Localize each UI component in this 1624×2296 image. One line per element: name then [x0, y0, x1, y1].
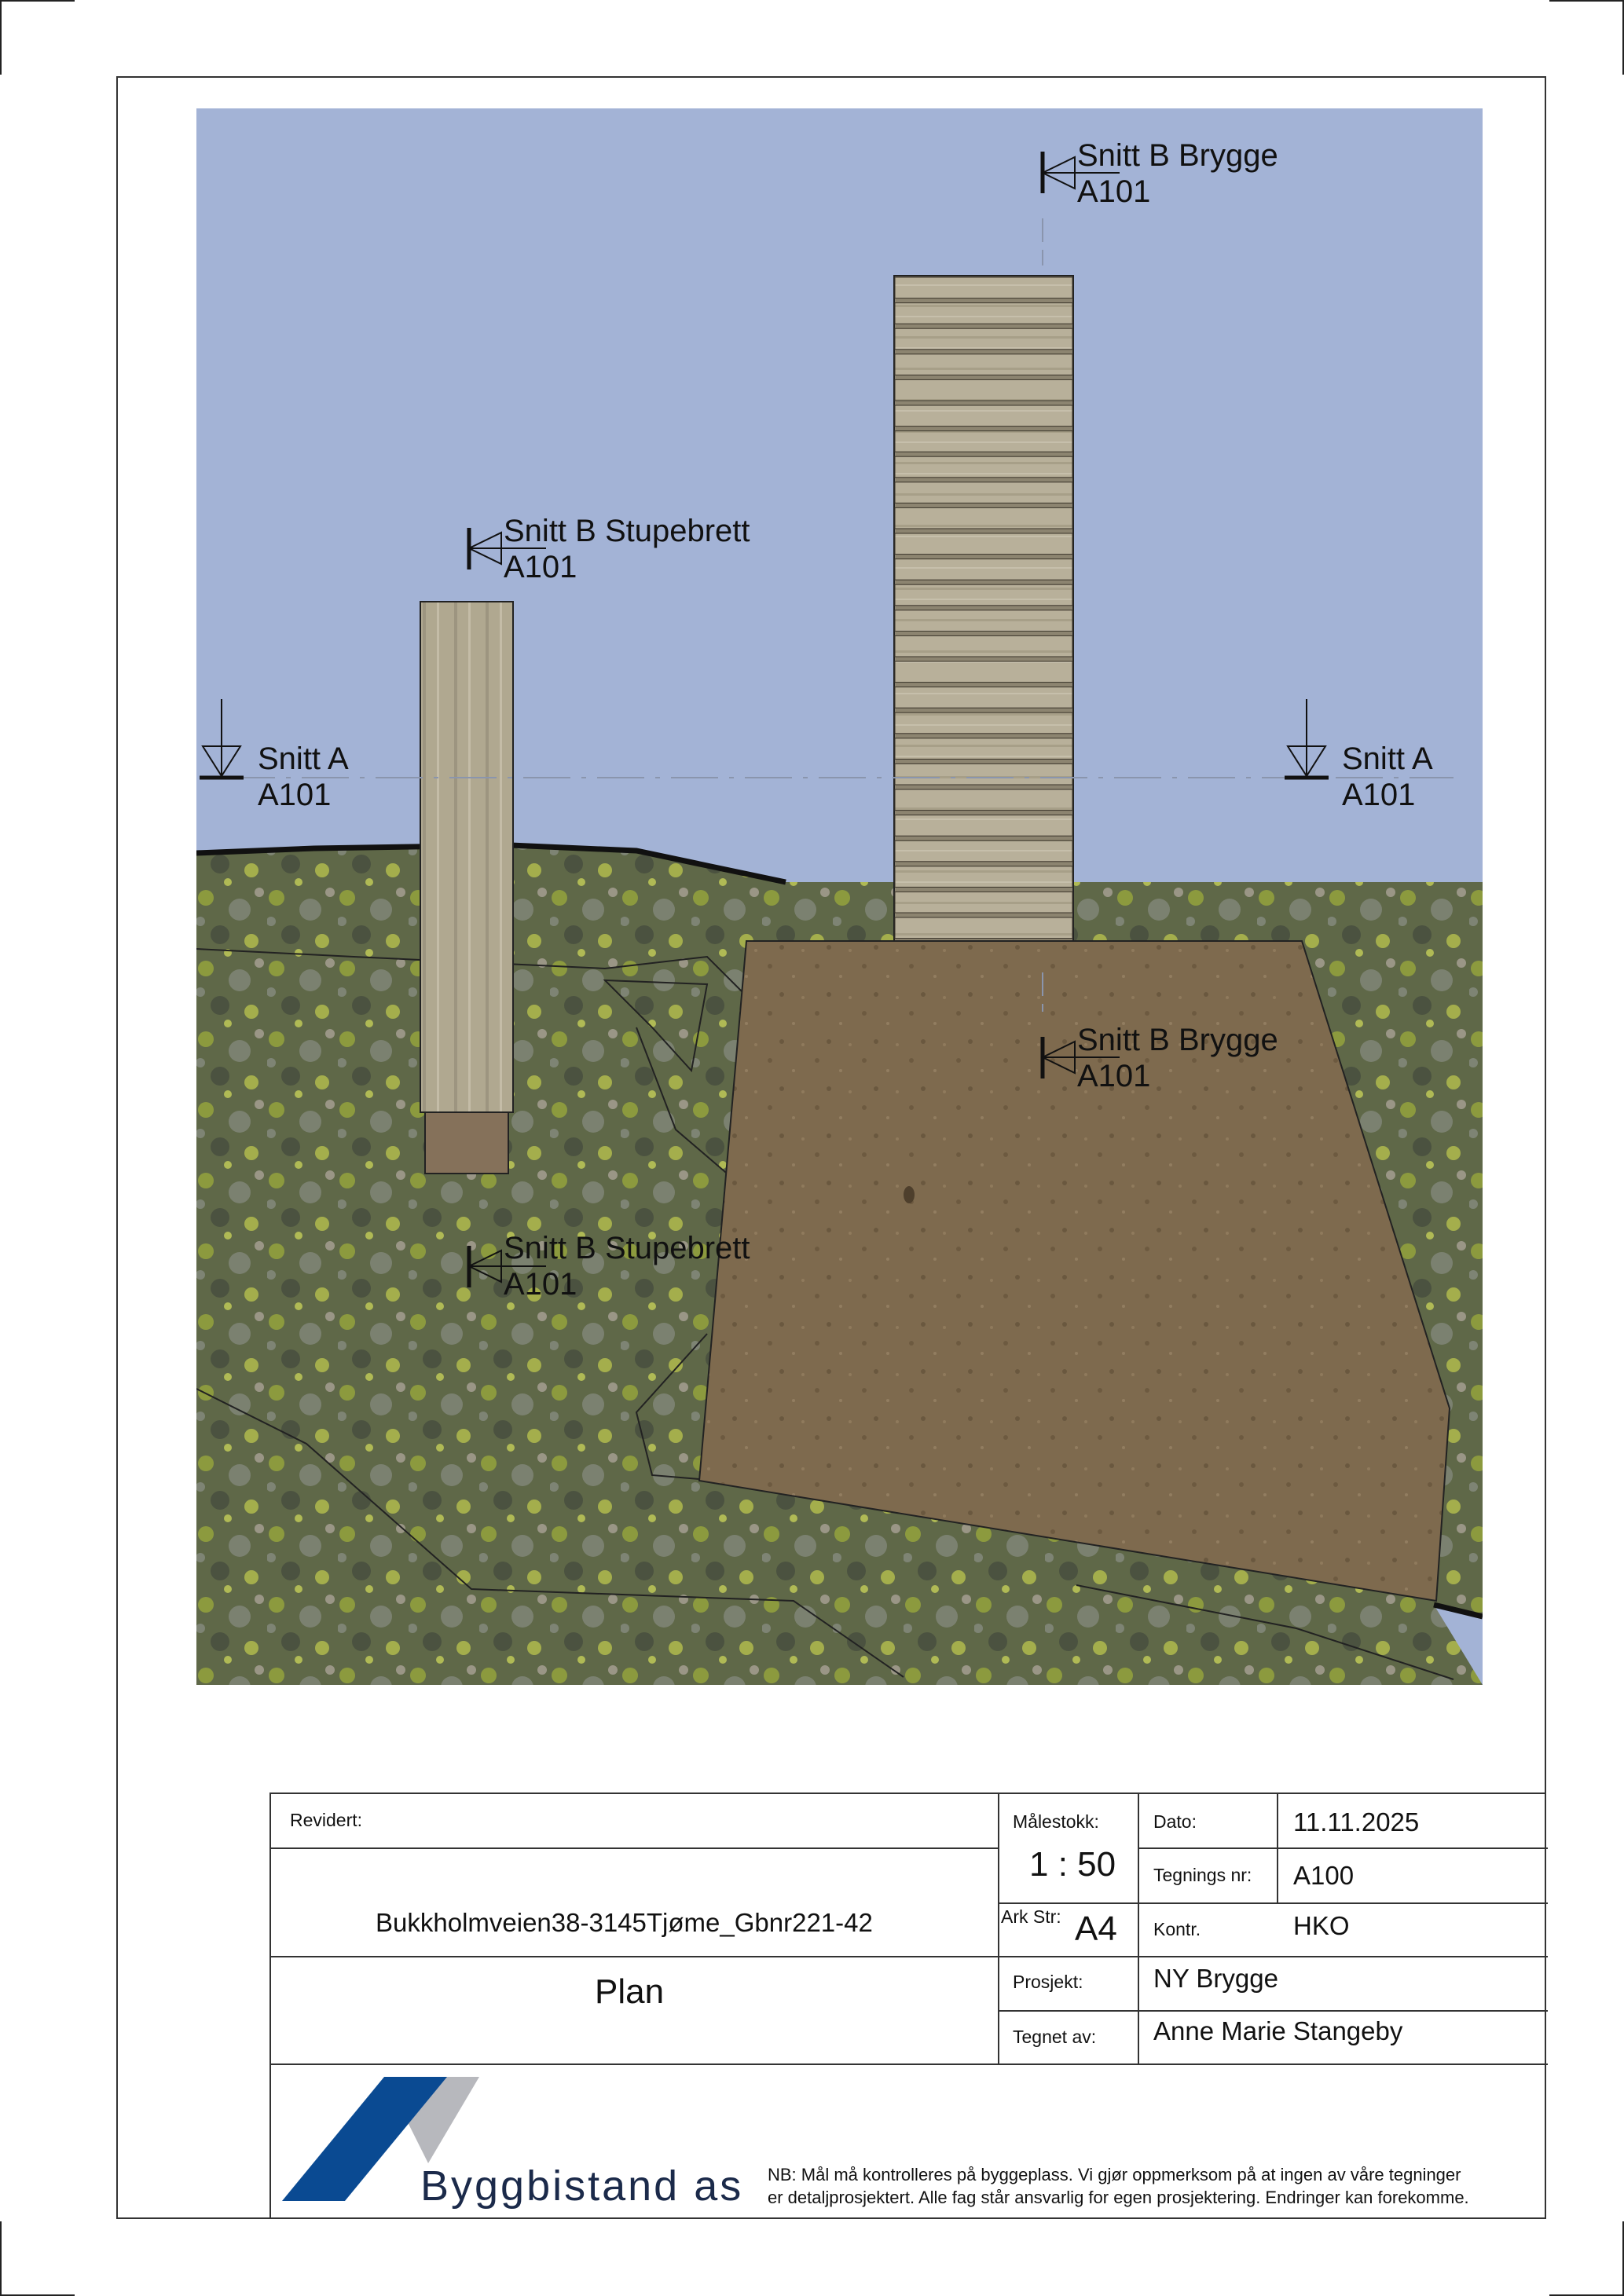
pier-plank	[895, 482, 1072, 504]
pier-plank	[895, 456, 1072, 478]
pier-plank	[895, 840, 1072, 862]
section-label-brygge-bottom: Snitt B Brygge A101	[1077, 1023, 1278, 1093]
pier-plank	[895, 507, 1072, 529]
pier-plank	[895, 917, 1072, 939]
section-label-stupebrett-bottom: Snitt B Stupebrett A101	[504, 1231, 750, 1302]
pier-plank	[895, 764, 1072, 785]
project-address: Bukkholmveien38-3145Tjøme_Gbnr221-42	[376, 1908, 873, 1937]
pier-plank	[895, 789, 1072, 811]
pier-plank	[895, 584, 1072, 606]
pier-plank	[895, 277, 1072, 298]
pier-plank	[895, 354, 1072, 375]
drawing-title: Plan	[595, 1972, 665, 2011]
project-name: NY Brygge	[1153, 1964, 1278, 1993]
dato-label: Dato:	[1153, 1811, 1197, 1832]
revidert-label: Revidert:	[290, 1810, 363, 1830]
crop-mark	[1549, 0, 1624, 2]
pier-plank	[895, 738, 1072, 760]
pier-plank	[895, 303, 1072, 324]
pier-plank	[895, 892, 1072, 913]
crop-mark	[0, 2221, 2, 2296]
pier-plank	[895, 661, 1072, 683]
prosjekt-label: Prosjekt:	[1013, 1972, 1083, 1992]
pier-plank	[895, 533, 1072, 555]
crop-mark	[0, 0, 75, 2]
disclaimer-note: NB: Mål må kontrolleres på byggeplass. Vi gjør oppmerksom på at ingen av våre tegninger er detaljprosjektert. Alle fag står ansvarlig for egen prosjektering. Endringer kan forekomme.	[768, 2165, 1469, 2207]
malestokk-label: Målestokk:	[1013, 1811, 1099, 1832]
diving-board-base	[425, 1112, 508, 1174]
section-label-stupebrett-top: Snitt B Stupebrett A101	[504, 514, 750, 584]
section-label-a-left: Snitt A A101	[258, 742, 349, 812]
kontr-label: Kontr.	[1153, 1919, 1201, 1939]
pier-plank	[895, 712, 1072, 734]
pier-plank	[895, 635, 1072, 657]
company-name: Byggbistand as	[420, 2162, 744, 2210]
pier-plank	[895, 866, 1072, 888]
pier-plank	[895, 405, 1072, 427]
pier-plank	[895, 379, 1072, 401]
section-label-a-right: Snitt A A101	[1342, 742, 1433, 812]
crop-mark	[0, 0, 2, 75]
pier-plank	[895, 431, 1072, 452]
diving-board-stupebrett	[420, 602, 513, 1112]
pier-plank	[895, 687, 1072, 709]
tegnet-av-label: Tegnet av:	[1013, 2027, 1097, 2047]
drawn-by: Anne Marie Stangeby	[1153, 2016, 1403, 2045]
plan-drawing-svg	[196, 108, 1483, 1685]
date-value: 11.11.2025	[1293, 1807, 1420, 1836]
pier-plank	[895, 815, 1072, 837]
pier-plank	[895, 559, 1072, 580]
tegnings-nr-label: Tegnings nr:	[1153, 1865, 1252, 1885]
title-block	[269, 1792, 1546, 2219]
pier-plank	[895, 328, 1072, 350]
pier-plank	[895, 610, 1072, 632]
section-label-brygge-top: Snitt B Brygge A101	[1077, 138, 1278, 209]
ark-str-label: Ark Str:	[1001, 1906, 1061, 1927]
paper-size: A4	[1075, 1910, 1117, 1948]
checked-by: HKO	[1293, 1911, 1350, 1940]
plan-drawing	[196, 108, 1483, 1685]
drawing-number: A100	[1293, 1861, 1355, 1890]
scale-value: 1 : 50	[1029, 1845, 1116, 1884]
